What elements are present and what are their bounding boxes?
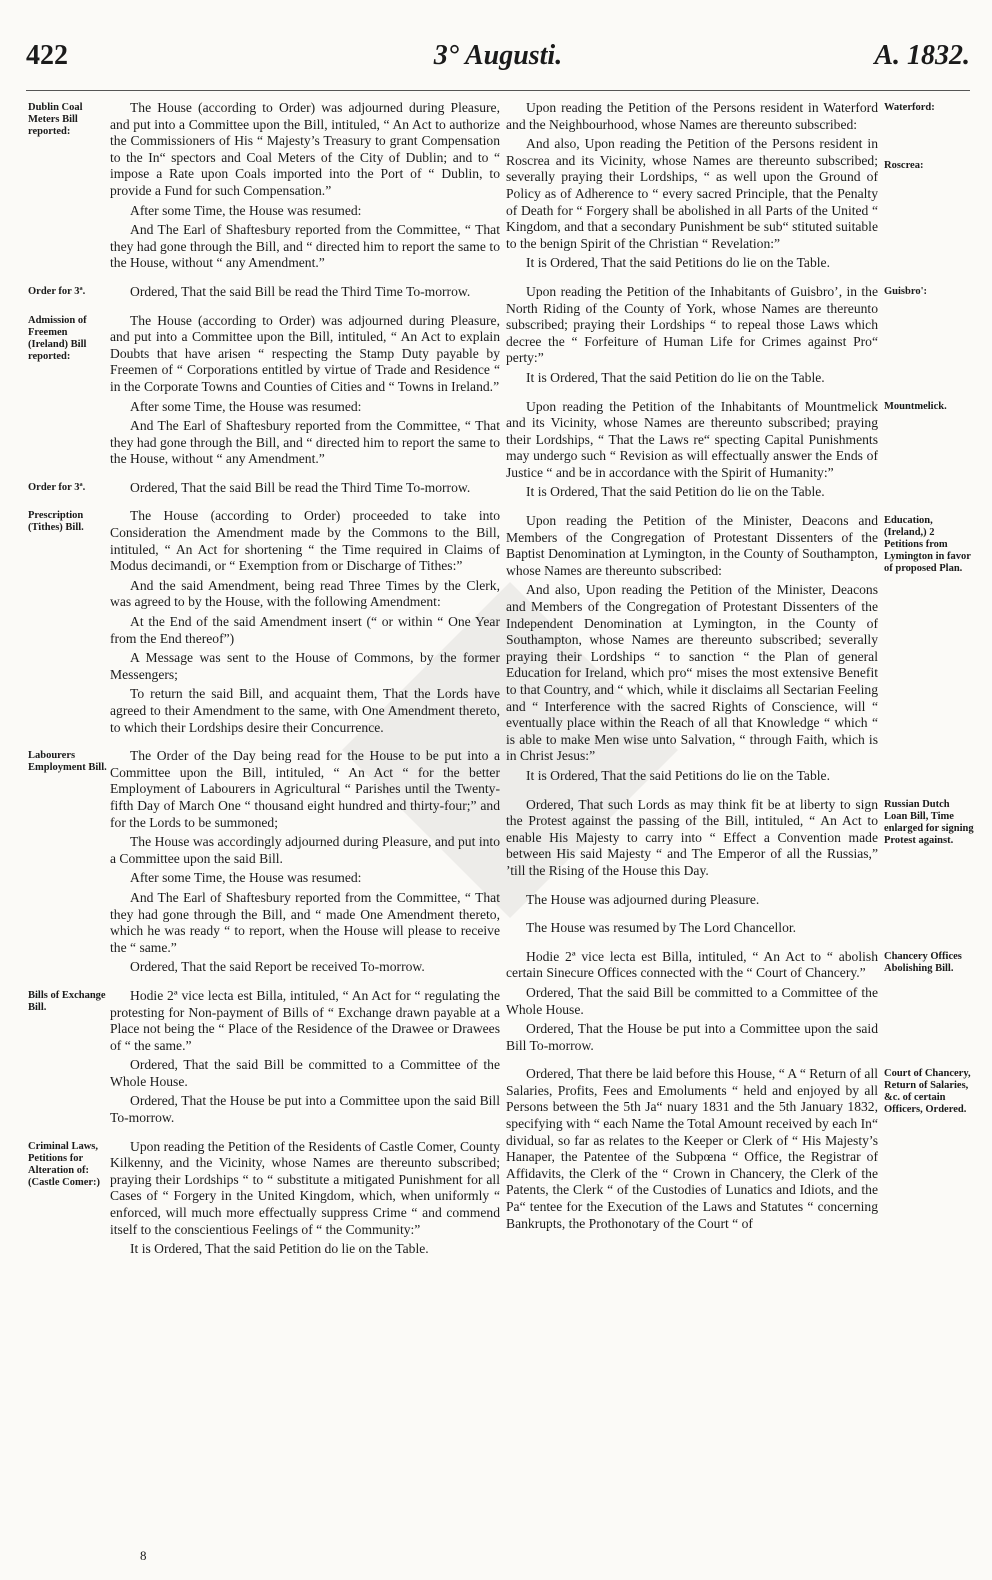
entry	[506, 284, 878, 387]
entry-paragraph: Hodie 2ª vice lecta est Billa, intituled, “ An Act for “ regulating the protesting for Non-payment of Bills of “ Exchange drawn payable at a Place not being the “ Place of the Residence of the Drawee or Drawees of “ the same.”	[110, 987, 500, 1053]
entry-paragraph: And also, Upon reading the Petition of the Persons resident in Roscrea and its Vicinity, whose Names are thereunto subscribed; severally praying their Lordships, “ as well upon the Ground of Policy as of Adherence to “ every sacred Principle, that the Penalty of Death for “ Forgery shall be abolished in all Parts of the United “ Kingdom, and that a secondary Punishment be sub“ stituted suitable to the benign Spirit of the Christian “ Revelation:”	[506, 136, 878, 251]
entry	[110, 988, 500, 1127]
entry	[110, 480, 500, 497]
left-column	[110, 100, 500, 1560]
right-column	[506, 100, 878, 1560]
entry	[506, 920, 878, 937]
margin-note: Roscrea:	[884, 160, 924, 171]
margin-note: Guisbro':	[884, 286, 927, 297]
entry-paragraph: Ordered, That the House be put into a Committee upon the said Bill To-morrow.	[506, 1021, 878, 1053]
entry-paragraph: Ordered, That there be laid before this House, “ A “ Return of all Salaries, Profits, Fees and Emoluments “ held and enjoyed by all Persons between the 5th Ja“ nuary 1831 and the 5th January 1832, specifying with “ each Name the Total Amount received by each In“ dividual, so far as relates to the Keeper or Clerk of “ His Majesty’s Hanaper, the Patentee of the Subpœna “ Office, the Registrar of Affidavits, the Clerk of the “ Crown in Chancery, the Clerk of the Patents, the Clerk “ of the Custodies of Lunatics and Idiots, and the Pa“ tentee for the Execution of the Laws and Statutes “ concerning Bankrupts, the Prothonotary of the Court “ of	[506, 1066, 878, 1231]
entry-paragraph: After some Time, the House was resumed:	[130, 870, 362, 886]
entry	[506, 892, 878, 909]
entry	[506, 949, 878, 1055]
page-date: 3° Augusti.	[433, 40, 563, 71]
entry-paragraph: To return the said Bill, and acquaint them, That the Lords have agreed to their Amendment to the same, with One Amendment thereto, to which their Lordships desire their Concurrence.	[110, 686, 500, 735]
margin-note: Order for 3ª.	[28, 482, 86, 493]
entry-paragraph: After some Time, the House was resumed:	[130, 202, 362, 218]
entry-paragraph: Upon reading the Petition of the Minister, Deacons and Members of the Congregation of Protestant Dissenters of the Baptist Denomination at Lymington, in the County of Southampton, whose Names are thereunto subscribed:	[506, 513, 878, 578]
entry-paragraph: Ordered, That the said Bill be committed to a Committee of the Whole House.	[506, 984, 878, 1017]
entry	[506, 1066, 878, 1232]
entry-paragraph: And also, Upon reading the Petition of the Minister, Deacons and Members of the Congregation of Protestant Dissenters of the Independent Denomination at Lymington, in the County of Southampton, whose Names are thereunto subscribed; severally praying their Lordships “ to sanction “ the Plan of general Education for Ireland, which pro“ mises the most extensive Benefit to that Country, and “ which, while it disclaims all Sectarian Feeling and “ Interference with the sacred Rights of Conscience, will “ eventually place within the Reach of all that Knowledge “ which “ is able to make Men wise unto Salvation, “ through Faith, which is in Christ Jesus:”	[506, 582, 878, 764]
entry	[110, 313, 500, 468]
entry-paragraph: The Order of the Day being read for the House to be put into a Committee upon the Bill, intituled, “ An Act “ for the better Employment of Labourers in Agricultural “ Parishes until the Twenty-fifth Day of March One “ thousand eight hundred and thirty-four;” and for the Lords to be summoned;	[110, 748, 500, 830]
margin-note: Dublin Coal Meters Bill reported:	[28, 102, 83, 137]
entry-paragraph: The House was accordingly adjourned during Pleasure, and put into a Committee upon the said Bill.	[110, 834, 500, 866]
entry-paragraph: It is Ordered, That the said Petitions do lie on the Table.	[526, 767, 830, 783]
entry-paragraph: It is Ordered, That the said Petition do lie on the Table.	[526, 369, 825, 385]
entry-paragraph: Ordered, That the said Bill be read the Third Time To-morrow.	[130, 479, 471, 495]
entry	[506, 100, 878, 272]
entry-paragraph: Ordered, That the said Report be received To-morrow.	[130, 959, 425, 975]
entry-paragraph: It is Ordered, That the said Petitions do lie on the Table.	[526, 255, 830, 271]
entry-paragraph: And The Earl of Shaftesbury reported from the Committee, “ That they had gone through the Bill, and “ directed him to report the same to the House, without “ any Amendment.”	[110, 222, 500, 271]
entry-paragraph: Ordered, That such Lords as may think fit be at liberty to sign the Protest against the passing of the Bill, intituled, “ An Act to enable His Majesty to carry into “ Effect a Convention made between His said Majesty “ and The Emperor of all the Russias,” ’till the Rising of the House this Day.	[506, 796, 878, 878]
entry-paragraph: Upon reading the Petition of the Inhabitants of Guisbro’, in the North Riding of the County of York, whose Names are thereunto subscribed; praying their Lordships “ to repeal those Laws which decree the “ Forfeiture of Human Life for Crimes against Pro“ perty:”	[506, 283, 878, 366]
margin-note: Waterford:	[884, 102, 935, 113]
entry-paragraph: Ordered, That the said Bill be committed to a Committee of the Whole House.	[110, 1057, 500, 1089]
entry	[506, 797, 878, 880]
margin-note: Chancery Offices Abolishing Bill.	[884, 951, 962, 974]
margin-note: Admission of Freemen (Ireland) Bill reported:	[28, 315, 87, 362]
signature-mark: 8	[140, 1548, 147, 1563]
page-header	[26, 40, 970, 80]
entry-paragraph: The House (according to Order) was adjourned during Pleasure, and put into a Committee upon the Bill, intituled, “ An Act to authorize the Commissioners of His “ Majesty’s Treasury to grant Compensation to the In“ spectors and Coal Meters of the City of Dublin; and to “ impose a Rate upon Coals imported into the Port of “ Dublin, to provide a Fund for such Compensation.”	[110, 100, 500, 198]
entry-paragraph: A Message was sent to the House of Commons, by the former Messengers;	[110, 650, 500, 682]
entry-paragraph: Ordered, That the House be put into a Committee upon the said Bill To-morrow.	[110, 1093, 500, 1126]
entry	[506, 513, 878, 785]
margin-note: Mountmelick.	[884, 401, 947, 412]
entry-paragraph: The House was adjourned during Pleasure.	[526, 891, 760, 907]
entry	[110, 748, 500, 976]
page-number: 422	[26, 40, 68, 71]
margin-note: Court of Chancery, Return of Salaries, &c. of certain Officers, Ordered.	[884, 1068, 971, 1115]
entry	[110, 1139, 500, 1258]
entry-paragraph: The House was resumed by The Lord Chancellor.	[526, 920, 797, 936]
entry-paragraph: The House (according to Order) was adjourned during Pleasure, and put into a Committee upon the Bill, intituled, “ An Act to explain Doubts that have arisen “ respecting the Stamp Duty payable by Freemen of “ Corporations entitled by virtue of Trade and Residence “ in the Corporate Towns and Counties of Cities and “ Towns in Ireland.”	[110, 312, 500, 394]
entry-paragraph: And The Earl of Shaftesbury reported from the Committee, “ That they had gone through the Bill, and “ made One Amendment thereto, which he was ready “ to report, when the House will please to receive the “ same.”	[110, 889, 500, 955]
header-rule	[26, 90, 970, 91]
margin-note: Russian Dutch Loan Bill, Time enlarged for signing Protest against.	[884, 799, 974, 846]
page-year: A. 1832.	[874, 40, 970, 71]
entry	[110, 284, 500, 301]
entry-paragraph: Ordered, That the said Bill be read the Third Time To-morrow.	[130, 283, 471, 299]
entry	[110, 508, 500, 736]
entry-paragraph: And The Earl of Shaftesbury reported from the Committee, “ That they had gone through the Bill, and “ directed him to report the same to the House, without “ any Amendment.”	[110, 418, 500, 467]
margin-note: Labourers Employment Bill.	[28, 750, 107, 773]
entry-paragraph: It is Ordered, That the said Petition do lie on the Table.	[130, 1241, 429, 1257]
margin-note: Criminal Laws, Petitions for Alteration of: (Castle Comer:)	[28, 1141, 101, 1188]
margin-note: Prescription (Tithes) Bill.	[28, 510, 84, 533]
entry-paragraph: The House (according to Order) proceeded to take into Consideration the Amendment made by the Commons to the Bill, intituled, “ An Act for shortening “ the Time required in Claims of Modus decimandi, or “ Exemption from or Discharge of Tithes:”	[110, 508, 500, 574]
entry	[506, 399, 878, 502]
entry-paragraph: Upon reading the Petition of the Persons resident in Waterford and the Neighbourhood, whose Names are thereunto subscribed:	[506, 100, 878, 132]
margin-note: Education, (Ireland,) 2 Petitions from Lymington in favor of proposed Plan.	[884, 515, 971, 574]
entry-paragraph: At the End of the said Amendment insert (“ or within “ One Year from the End thereof”)	[110, 614, 500, 646]
entry-paragraph: And the said Amendment, being read Three Times by the Clerk, was agreed to by the House, with the following Amendment:	[110, 577, 500, 610]
margin-note: Bills of Exchange Bill.	[28, 990, 106, 1013]
entry-paragraph: It is Ordered, That the said Petition do lie on the Table.	[526, 484, 825, 500]
margin-note: Order for 3ª.	[28, 286, 86, 297]
entry-paragraph: Upon reading the Petition of the Inhabitants of Mountmelick and its Vicinity, whose Names are thereunto subscribed; praying their Lordships, “ That the Laws re“ specting Capital Punishments may undergo such “ Revision as will effectually answer the Ends of Justice “ and be in accordance with the Spirit of Humanity:”	[506, 398, 878, 480]
entry-paragraph: Upon reading the Petition of the Residents of Castle Comer, County Kilkenny, and the Vicinity, whose Names are thereunto subscribed; praying their Lordships “ to “ substitute a mitigated Punishment for all Cases of “ Forgery in the United Kingdom, which, when uniformly “ enforced, will much more effectually suppress Crime “ and commend itself to the conscientious Feelings of “ the Community:”	[110, 1138, 500, 1237]
entry	[110, 100, 500, 272]
entry-paragraph: Hodie 2ª vice lecta est Billa, intituled, “ An Act to “ abolish certain Sinecure Offices connected with the “ Court of Chancery.”	[506, 948, 878, 981]
entry-paragraph: After some Time, the House was resumed:	[130, 398, 362, 414]
